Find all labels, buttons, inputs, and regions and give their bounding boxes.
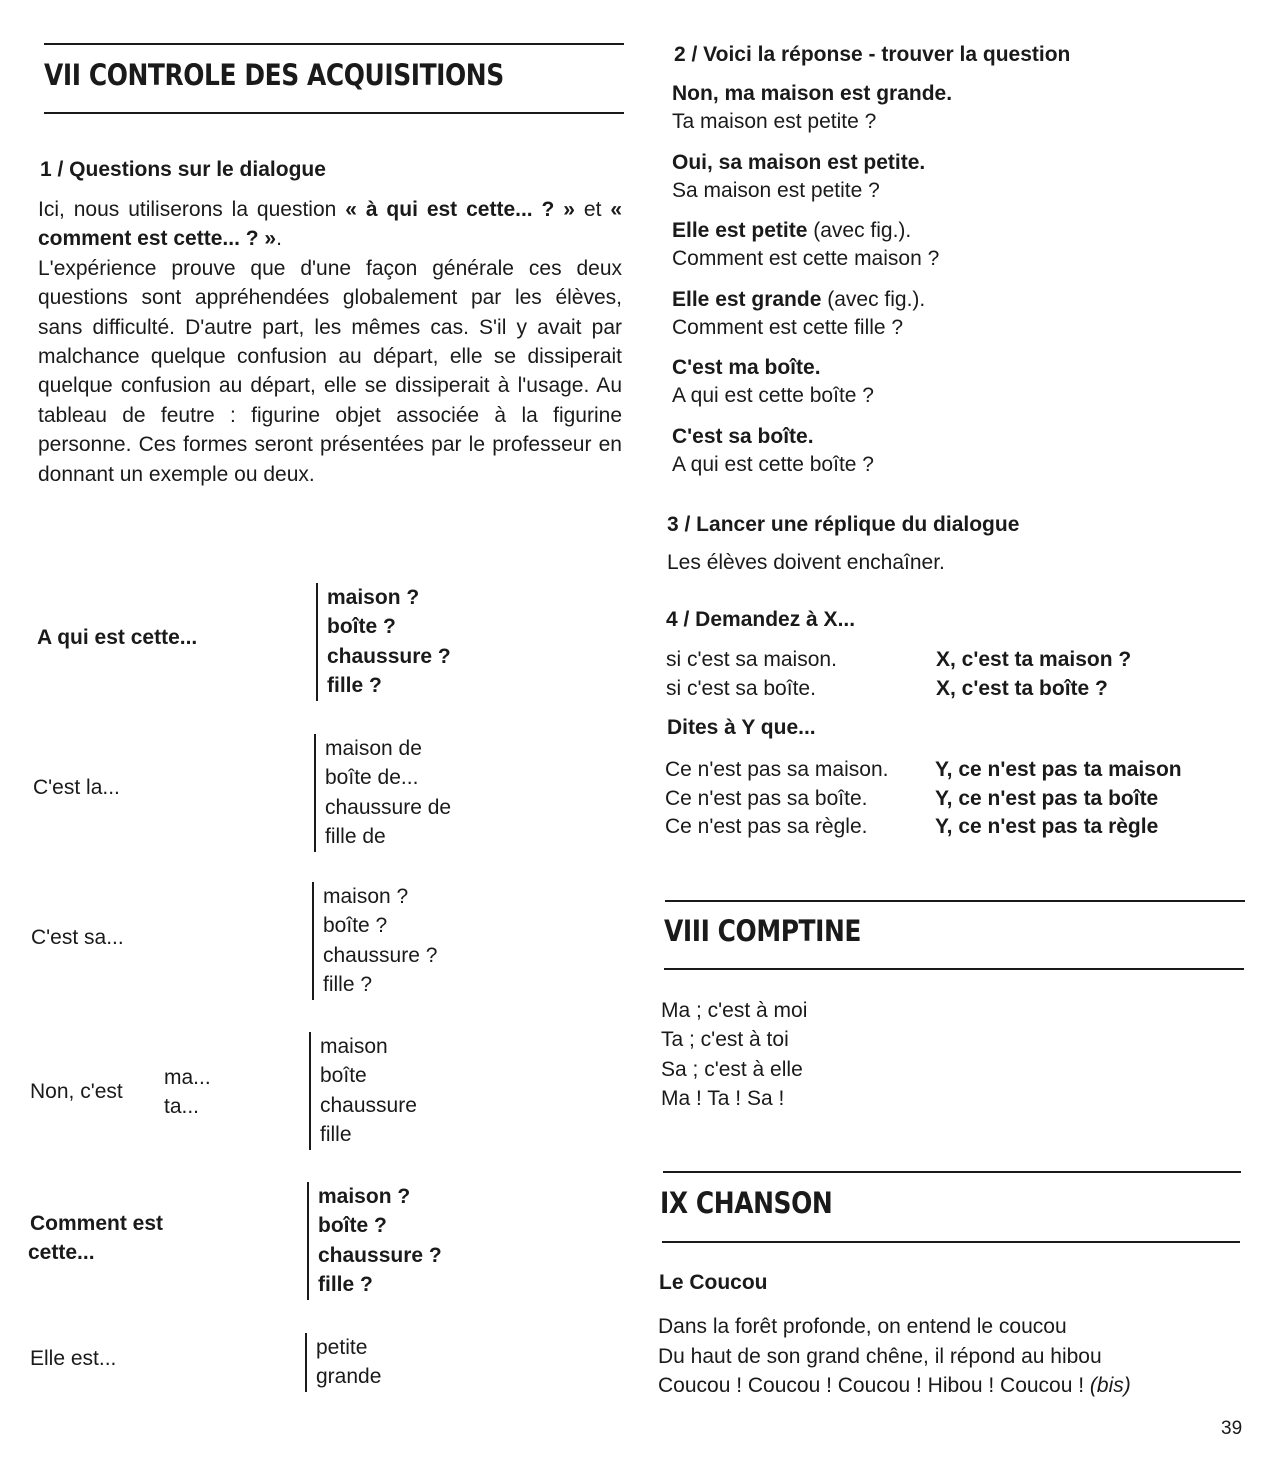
dites-response: Y, ce n'est pas ta maison [935, 758, 1182, 781]
group-item: maison ? [327, 586, 420, 609]
replique-text: Les élèves doivent enchaîner. [667, 551, 945, 574]
song-line: Dans la forêt profonde, on entend le coucou [658, 1315, 1067, 1338]
label-ma: ma... [164, 1066, 211, 1089]
group-item: maison ? [318, 1185, 411, 1208]
label-cette: cette... [28, 1241, 95, 1264]
intro-paragraph [38, 195, 622, 489]
subheading-reponse: 2 / Voici la réponse - trouver la question [674, 43, 1071, 66]
group-c-est-la [314, 734, 451, 852]
group-item: fille ? [318, 1273, 373, 1297]
qa-list [672, 80, 952, 491]
demandez-response: X, c'est ta maison ? [936, 648, 1132, 671]
dites-prompt: Ce n'est pas sa boîte. [665, 786, 868, 810]
intro-text-3: . [276, 227, 282, 251]
subheading-demandez: 4 / Demandez à X... [666, 608, 856, 631]
group-non-c-est [309, 1032, 417, 1150]
qa-answer: C'est ma boîte. [672, 356, 821, 379]
group-comment [307, 1182, 442, 1300]
comptine-verses [661, 996, 807, 1113]
comptine-line: Sa ; c'est à elle [661, 1057, 803, 1081]
group-item: boîte ? [318, 1214, 387, 1238]
demandez-response: X, c'est ta boîte ? [936, 676, 1108, 700]
group-item: chaussure [320, 1093, 417, 1117]
comptine-line: Ma ! Ta ! Sa ! [661, 1086, 785, 1110]
label-non-c-est: Non, c'est [30, 1080, 123, 1103]
group-item: boîte de... [325, 766, 419, 790]
demandez-grid [666, 646, 1256, 703]
group-item: chaussure ? [327, 644, 451, 668]
group-item: maison ? [323, 885, 409, 908]
qa-answer: Non, ma maison est grande. [672, 82, 953, 105]
qa-question: Comment est cette maison ? [672, 247, 940, 270]
group-item: boîte ? [323, 914, 388, 938]
demandez-prompt: si c'est sa boîte. [666, 676, 816, 700]
song-lyrics [658, 1312, 1131, 1401]
group-item: fille de [325, 825, 386, 849]
group-item: chaussure ? [318, 1243, 442, 1267]
qa-answer-note: (avec fig.). [807, 219, 912, 242]
top-rule-comptine [665, 900, 1245, 902]
qa-question: Sa maison est petite ? [672, 178, 880, 202]
group-item: grande [316, 1365, 382, 1389]
dites-prompt: Ce n'est pas sa règle. [665, 815, 868, 838]
intro-text-2: et [574, 198, 611, 221]
bottom-rule-comptine [664, 968, 1244, 970]
qa-answer-note: (avec fig.). [821, 287, 926, 311]
top-rule-chanson [663, 1171, 1241, 1173]
group-item: chaussure de [325, 795, 452, 819]
label-elle-est: Elle est... [30, 1347, 117, 1370]
group-c-est-sa [312, 882, 437, 1000]
qa-answer: Oui, sa maison est petite. [672, 150, 926, 174]
label-c-est-la: C'est la... [33, 776, 120, 799]
group-item: boîte ? [327, 615, 396, 639]
qa-answer: C'est sa boîte. [672, 424, 814, 448]
label-ta: ta... [164, 1095, 200, 1118]
bottom-rule-left [44, 112, 624, 114]
intro-text-1: Ici, nous utiliserons la question [38, 198, 346, 221]
qa-question: A qui est cette boîte ? [672, 452, 874, 476]
section-title-viii: VIII COMPTINE [664, 914, 862, 948]
comptine-line: Ma ; c'est à moi [661, 999, 808, 1022]
dites-grid [665, 756, 1255, 842]
song-bis: (bis) [1089, 1374, 1131, 1397]
qa-question: Comment est cette fille ? [672, 315, 904, 339]
qa-question: Ta maison est petite ? [672, 110, 877, 133]
demandez-prompt: si c'est sa maison. [666, 648, 837, 671]
group-item: fille ? [323, 973, 373, 997]
subheading-replique: 3 / Lancer une réplique du dialogue [667, 513, 1020, 536]
group-item: fille ? [327, 674, 382, 698]
section-title-vii: VII CONTROLE DES ACQUISITIONS [44, 58, 504, 92]
comptine-line: Ta ; c'est à toi [661, 1028, 789, 1052]
section-title-ix: IX CHANSON [660, 1186, 833, 1220]
subheading-dites: Dites à Y que... [667, 716, 816, 739]
intro-rest: L'expérience prouve que d'une façon générale ces deux questions sont appréhendées globalement par les élèves, sans difficulté. D'autre part, les mêmes cas. S'il y avait par malchance quelque confusion au départ, elle se dissiperait quelque confusion au départ, elle se dissiperait à l'usage. Au tableau de feutre : figurine objet associée à la figurine personne. Ces formes seront présentées par le professeur en donnant un exemple ou deux. [38, 256, 622, 486]
label-c-est-sa: C'est sa... [31, 926, 124, 949]
group-item: maison de [325, 737, 422, 760]
group-item: chaussure ? [323, 943, 438, 967]
intro-bold-2: « comment est cette... ? » [38, 198, 623, 251]
qa-answer: Elle est petite [672, 219, 808, 242]
song-line: Coucou ! Coucou ! Coucou ! Hibou ! Coucou ! [658, 1374, 1090, 1397]
qa-answer: Elle est grande [672, 287, 822, 311]
dites-response: Y, ce n'est pas ta règle [935, 815, 1159, 838]
dites-prompt: Ce n'est pas sa maison. [665, 758, 889, 781]
page-number: 39 [1221, 1418, 1243, 1439]
subheading-questions: 1 / Questions sur le dialogue [40, 158, 326, 181]
song-line: Du haut de son grand chêne, il répond au hibou [658, 1344, 1102, 1368]
group-elle-est [305, 1333, 381, 1392]
label-comment-est: Comment est [30, 1212, 164, 1235]
song-title: Le Coucou [659, 1271, 768, 1294]
group-item: fille [320, 1123, 352, 1147]
dites-response: Y, ce n'est pas ta boîte [935, 786, 1159, 810]
group-item: maison [320, 1035, 388, 1058]
group-a-qui [316, 583, 451, 701]
bottom-rule-chanson [662, 1241, 1240, 1243]
label-a-qui-est-cette: A qui est cette... [37, 626, 198, 649]
top-rule-left [44, 43, 624, 45]
group-item: boîte [320, 1064, 367, 1088]
qa-question: A qui est cette boîte ? [672, 384, 874, 407]
group-item: petite [316, 1336, 368, 1359]
intro-bold-1: « à qui est cette... ? » [345, 198, 575, 221]
